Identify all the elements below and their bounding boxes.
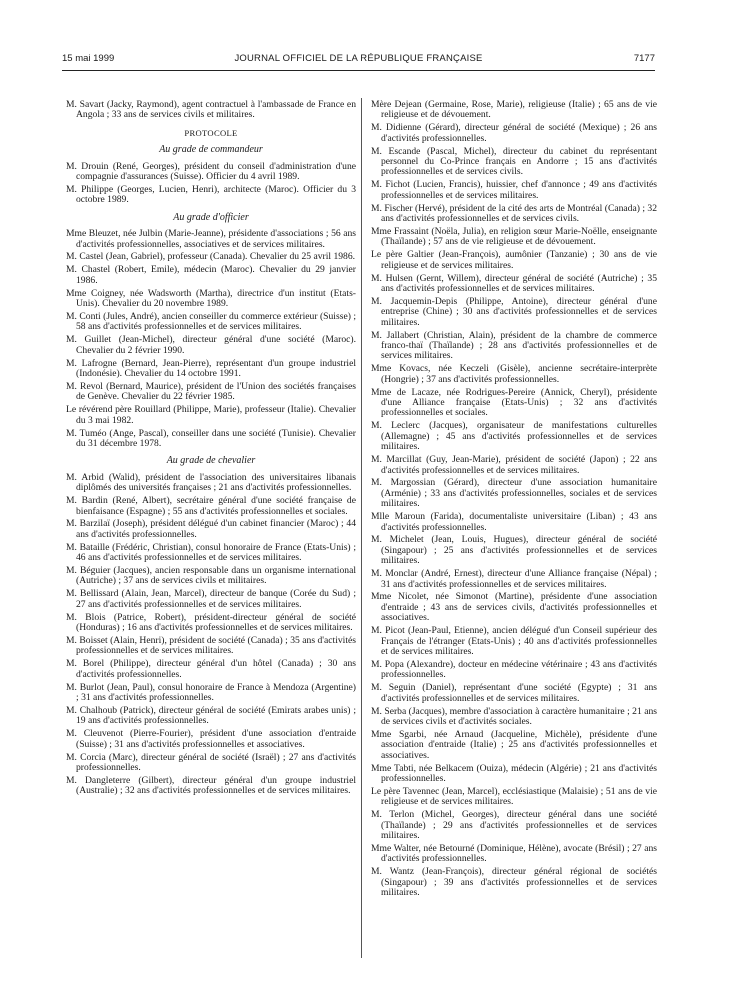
list-entry: Mme Bleuzet, née Julbin (Marie-Jeanne), présidente d'associations ; 56 ans d'activités professionnelles, associatives et de services militaires.: [66, 228, 356, 250]
list-entry: Le révérend père Rouillard (Philippe, Marie), professeur (Italie). Chevalier du 3 mai 1982.: [66, 404, 356, 426]
list-entry: M. Jacquemin-Depis (Philippe, Antoine), directeur général d'une entreprise (Chine) ; 30 ans d'activités professionnelles et de services militaires.: [371, 295, 657, 328]
list-entry: M. Barzilaï (Joseph), président délégué d'un cabinet financier (Maroc) ; 44 ans d'activités professionnelles.: [66, 518, 356, 540]
protocole-heading: PROTOCOLE: [184, 127, 238, 138]
list-entry: Mme Frassaint (Noëla, Julia), en religion sœur Marie-Noëlle, enseignante (Thaïlande) ; 57 ans de vie religieuse et de dévouement.: [371, 225, 657, 248]
list-entry: M. Fischer (Hervé), président de la cité des arts de Montréal (Canada) ; 32 ans d'activités professionnelles et de services civils.: [371, 202, 657, 225]
journal-title: JOURNAL OFFICIEL DE LA RÉPUBLIQUE FRANÇAISE: [234, 53, 483, 64]
list-entry: M. Chastel (Robert, Emile), médecin (Maroc). Chevalier du 29 janvier 1986.: [66, 264, 356, 286]
list-entry: M. Monclar (André, Ernest), directeur d'une Alliance française (Népal) ; 31 ans d'activités professionnelles et de services militaires.: [371, 568, 657, 590]
left-column: [66, 100, 356, 799]
list-entry: M. Dangleterre (Gilbert), directeur général d'un groupe industriel (Australie) ; 32 ans d'activités professionnelles et de services militaires.: [66, 774, 356, 797]
list-entry: M. Leclerc (Jacques), organisateur de manifestations culturelles (Allemagne) ; 45 ans d'activités professionnelles et de services militaires.: [371, 420, 657, 453]
list-entry: M. Borel (Philippe), directeur général d'un hôtel (Canada) ; 30 ans d'activités professionnelles.: [66, 658, 356, 680]
list-entry: M. Michelet (Jean, Louis, Hugues), directeur général de société (Singapour) ; 25 ans d'activités professionnelles et de services militaires.: [371, 534, 657, 567]
header-rule: [62, 70, 655, 71]
list-entry: M. Bataille (Frédéric, Christian), consul honoraire de France (Etats-Unis) ; 46 ans d'activités professionnelles et de services militaires.: [66, 541, 356, 564]
list-entry: M. Corcia (Marc), directeur général de société (Israël) ; 27 ans d'activités professionnelles.: [66, 751, 356, 773]
list-entry: M. Escande (Pascal, Michel), directeur du cabinet du représentant personnel du Co-Prince français en Andorre ; 15 ans d'activités professionnelles et de services civils.: [371, 145, 657, 178]
list-entry: M. Wantz (Jean-François), directeur général régional de sociétés (Singapour) ; 39 ans d'activités professionnelles et de services militaires.: [371, 866, 657, 899]
commandeur-heading: Au grade de commandeur: [159, 144, 263, 156]
list-entry: Mme Walter, née Betourné (Dominique, Hélène), avocate (Brésil) ; 27 ans d'activités professionnelles.: [371, 842, 657, 865]
column-divider: [361, 98, 362, 958]
publication-date: 15 mai 1999: [62, 53, 115, 64]
list-entry: M. Chalhoub (Patrick), directeur général de société (Emirats arabes unis) ; 19 ans d'activités professionnelles.: [66, 704, 356, 727]
list-entry: M. Hulsen (Gernt, Willem), directeur général de société (Autriche) ; 35 ans d'activités professionnelles et de services militaires.: [371, 272, 657, 294]
list-entry: Le père Tavennec (Jean, Marcel), ecclésiastique (Malaisie) ; 51 ans de vie religieuse et de services militaires.: [371, 785, 657, 808]
page-number: 7177: [633, 53, 655, 64]
chevalier-list-right: [371, 100, 657, 898]
list-entry: M. Margossian (Gérard), directeur d'une association humanitaire (Arménie) ; 33 ans d'activités professionnelles, sociales et de services militaires.: [371, 477, 657, 510]
list-entry: M. Seguin (Daniel), représentant d'une société (Egypte) ; 31 ans d'activités professionnelles et de services militaires.: [371, 682, 657, 704]
officier-heading: Au grade d'officier: [173, 211, 249, 223]
list-entry: M. Arbid (Walid), président de l'association des universitaires libanais diplômés des universités françaises ; 21 ans d'activités professionnelles.: [66, 471, 356, 494]
list-entry: Le père Galtier (Jean-François), aumônier (Tanzanie) ; 30 ans de vie religieuse et de services militaires.: [371, 249, 657, 271]
list-entry: M. Philippe (Georges, Lucien, Henri), architecte (Maroc). Officier du 3 octobre 1989.: [66, 183, 356, 206]
list-entry: Mme Coigney, née Wadsworth (Martha), directrice d'un institut (Etats-Unis). Chevalier du 20 novembre 1989.: [66, 287, 356, 310]
list-entry: M. Tuméo (Ange, Pascal), conseiller dans une société (Tunisie). Chevalier du 31 décembre 1978.: [66, 427, 356, 449]
list-entry: M. Revol (Bernard, Maurice), président de l'Union des sociétés françaises de Genève. Chevalier du 22 février 1985.: [66, 380, 356, 403]
list-entry: M. Fichot (Lucien, Francis), huissier, chef d'annonce ; 49 ans d'activités professionnelles et de services militaires.: [371, 179, 657, 201]
list-entry: M. Marcillat (Guy, Jean-Marie), président de société (Japon) ; 22 ans d'activités professionnelles et de services militaires.: [371, 454, 657, 476]
officier-list: [66, 229, 356, 449]
list-entry: M. Savart (Jacky, Raymond), agent contractuel à l'ambassade de France en Angola ; 33 ans de services civils et militaires.: [66, 99, 356, 121]
list-entry: Mme Tabti, née Belkacem (Ouiza), médecin (Algérie) ; 21 ans d'activités professionnelles.: [371, 762, 657, 784]
list-entry: Mme de Lacaze, née Rodrigues-Pereire (Annick, Cheryl), présidente d'une Alliance française (Etats-Unis) ; 32 ans d'activités professionnelles et sociales.: [371, 386, 657, 419]
list-entry: M. Lafrogne (Bernard, Jean-Pierre), représentant d'un groupe industriel (Indonésie). Chevalier du 14 octobre 1991.: [66, 357, 356, 380]
list-entry: M. Didienne (Gérard), directeur général de société (Mexique) ; 26 ans d'activités professionnelles.: [371, 122, 657, 144]
list-entry: M. Blois (Patrice, Robert), président-directeur général de société (Honduras) ; 16 ans d'activités professionnelles et de services militaires.: [66, 611, 356, 634]
list-entry: M. Bardin (René, Albert), secrétaire général d'une société française de bienfaisance (Espagne) ; 55 ans d'activités professionnelles et sociales.: [66, 495, 356, 517]
list-entry: M. Guillet (Jean-Michel), directeur général d'une société (Maroc). Chevalier du 2 février 1990.: [66, 334, 356, 356]
list-entry: Mme Nicolet, née Simonot (Martine), présidente d'une association d'entraide ; 43 ans de services civils, d'activités professionnelles et associatives.: [371, 591, 657, 624]
intro-list: [66, 100, 356, 121]
list-entry: M. Jallabert (Christian, Alain), président de la chambre de commerce franco-thaï (Thaïlande) ; 28 ans d'activités professionnelles et de services militaires.: [371, 329, 657, 362]
list-entry: Mère Dejean (Germaine, Rose, Marie), religieuse (Italie) ; 65 ans de vie religieuse et de dévouement.: [371, 99, 657, 121]
chevalier-list-left: [66, 473, 356, 797]
right-column: [371, 100, 657, 901]
list-entry: M. Béguier (Jacques), ancien responsable dans un organisme international (Autriche) ; 37 ans de services civils et militaires.: [66, 565, 356, 587]
list-entry: M. Boisset (Alain, Henri), président de société (Canada) ; 35 ans d'activités professionnelles et de services militaires.: [66, 634, 356, 657]
list-entry: M. Popa (Alexandre), docteur en médecine vétérinaire ; 43 ans d'activités professionnelles.: [371, 658, 657, 681]
list-entry: Mme Kovacs, née Keczeli (Gisèle), ancienne secrétaire-interprète (Hongrie) ; 37 ans d'activités professionnelles.: [371, 363, 657, 385]
list-entry: M. Castel (Jean, Gabriel), professeur (Canada). Chevalier du 25 avril 1986.: [66, 251, 356, 263]
page-header: [62, 53, 655, 67]
list-entry: M. Picot (Jean-Paul, Etienne), ancien délégué d'un Conseil supérieur des Français de l'étranger (Etats-Unis) ; 40 ans d'activités professionnelles et de services militaires.: [371, 625, 657, 657]
commandeur-list: [66, 162, 356, 206]
list-entry: M. Serba (Jacques), membre d'association à caractère humanitaire ; 21 ans de services civils et d'activités sociales.: [371, 705, 657, 727]
list-entry: M. Conti (Jules, André), ancien conseiller du commerce extérieur (Suisse) ; 58 ans d'activités professionnelles et de services militaires.: [66, 311, 356, 333]
list-entry: Mme Sgarbi, née Arnaud (Jacqueline, Michèle), présidente d'une association d'entraide (Italie) ; 25 ans d'activités professionnelles et associatives.: [371, 728, 657, 761]
list-entry: M. Burlot (Jean, Paul), consul honoraire de France à Mendoza (Argentine) ; 31 ans d'activités professionnelles.: [66, 681, 356, 703]
list-entry: M. Cleuvenot (Pierre-Fourier), président d'une association d'entraide (Suisse) ; 31 ans d'activités professionnelles et associatives.: [66, 728, 356, 750]
list-entry: Mlle Maroun (Farida), documentaliste universitaire (Liban) ; 43 ans d'activités professionnelles.: [371, 511, 657, 533]
list-entry: M. Drouin (René, Georges), président du conseil d'administration d'une compagnie d'assurances (Suisse). Officier du 4 avril 1989.: [66, 160, 356, 183]
chevalier-heading: Au grade de chevalier: [166, 455, 256, 467]
list-entry: M. Terlon (Michel, Georges), directeur général dans une société (Thaïlande) ; 29 ans d'activités professionnelles et de services militaires.: [371, 809, 657, 841]
list-entry: M. Bellissard (Alain, Jean, Marcel), directeur de banque (Corée du Sud) ; 27 ans d'activités professionnelles et de services militaires.: [66, 588, 356, 610]
